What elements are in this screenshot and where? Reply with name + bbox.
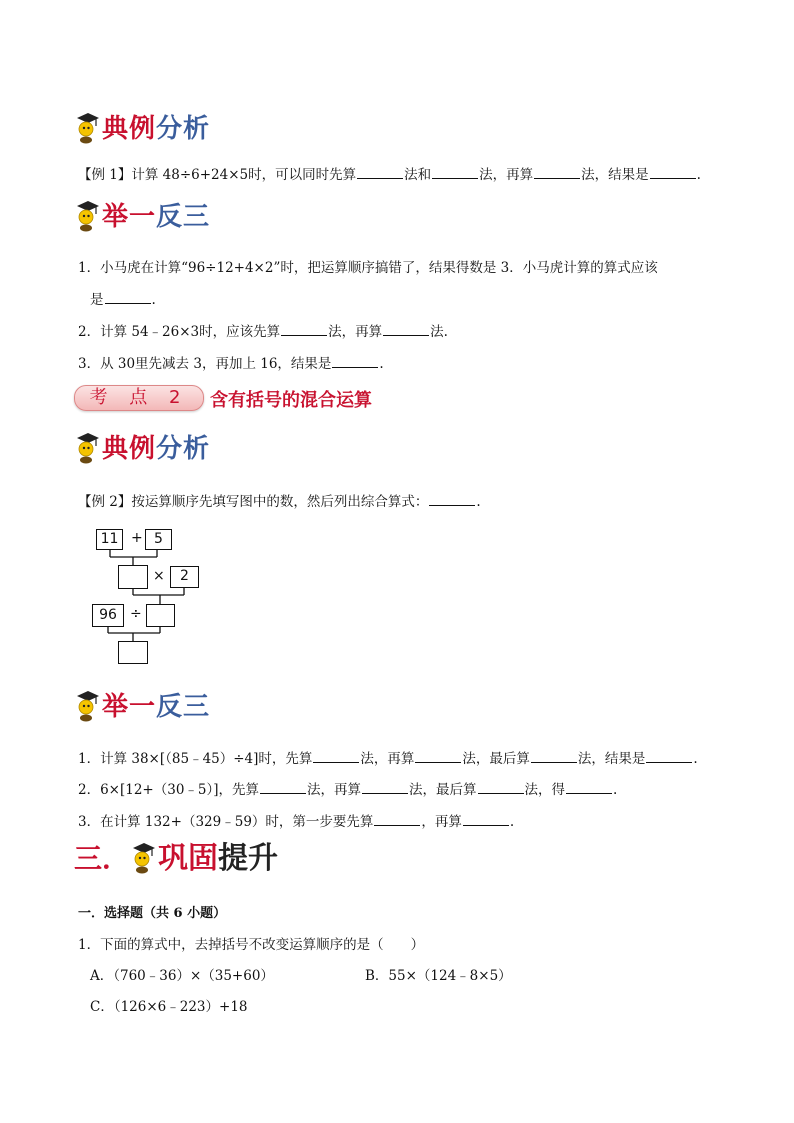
answer-blank[interactable] xyxy=(374,812,420,826)
section-title-part1: 典例 xyxy=(102,114,157,144)
option-c[interactable]: C．（126×6﹣223）+18 xyxy=(90,999,248,1015)
answer-blank[interactable] xyxy=(646,749,692,763)
diagram-operator: ÷ xyxy=(130,606,142,622)
diagram-empty-box[interactable] xyxy=(118,565,148,589)
question-1-line-1: 1．小马虎在计算“96÷12+4×2”时，把运算顺序搞错了，结果得数是 3．小马虎计算的算式应该 xyxy=(78,260,658,276)
diagram-result-box[interactable] xyxy=(118,641,148,664)
question-2: 2．计算 54﹣26×3时，应该先算 法，再算 法. xyxy=(78,324,448,340)
mc-question-stem: 1．下面的算式中，去掉括号不改变运算顺序的是（ ） xyxy=(78,937,425,953)
answer-blank[interactable] xyxy=(478,780,524,794)
question-1-line-2: 是 . xyxy=(90,292,156,308)
example-2: 【例 2】按运算顺序先填写图中的数，然后列出综合算式： . xyxy=(78,494,481,510)
answer-blank[interactable] xyxy=(362,780,408,794)
practice-question-1: 1．计算 38×[（85﹣45）÷4]时，先算 法，再算 法，最后算 法，结果是 . xyxy=(78,751,698,767)
section-number: 三． xyxy=(74,842,131,875)
answer-blank[interactable] xyxy=(566,780,612,794)
diagram-empty-box[interactable] xyxy=(146,604,175,627)
option-b[interactable]: B．55×（124﹣8×5） xyxy=(365,968,512,984)
part-heading: 一．选择题（共 6 小题） xyxy=(78,906,227,921)
topic-badge: 考 点 2 xyxy=(74,385,204,411)
diagram-number-box: 11 xyxy=(96,529,123,550)
section-header-practice: 举一反三 xyxy=(74,200,210,232)
answer-blank[interactable] xyxy=(415,749,461,763)
example-1: 【例 1】计算 48÷6+24×5时，可以同时先算 法和 法，再算 法，结果是 . xyxy=(78,167,701,183)
question-3: 3．从 30里先减去 3，再加上 16，结果是 . xyxy=(78,356,384,372)
practice-question-2: 2．6×[12+（30﹣5）]，先算 法，再算 法，最后算 法，得 . xyxy=(78,782,618,798)
diagram-operator: × xyxy=(153,568,165,584)
section-header-example-2: 典例分析 xyxy=(74,432,210,464)
diagram-operator: + xyxy=(131,530,143,546)
diagram-number-box: 96 xyxy=(92,604,124,627)
answer-blank[interactable] xyxy=(531,749,577,763)
answer-blank[interactable] xyxy=(463,812,509,826)
answer-blank[interactable] xyxy=(260,780,306,794)
section-header-consolidate: 三． 巩固提升 xyxy=(74,841,279,876)
section-header-practice-2: 举一反三 xyxy=(74,690,210,722)
topic-title: 含有括号的混合运算 xyxy=(210,390,372,411)
option-a[interactable]: A．（760﹣36）×（35+60） xyxy=(90,968,274,984)
practice-question-3: 3．在计算 132+（329﹣59）时，第一步要先算 ，再算 . xyxy=(78,814,515,830)
graduation-mascot-icon xyxy=(130,842,156,874)
section-title-part2: 分析 xyxy=(156,114,211,144)
diagram-number-box: 5 xyxy=(145,529,172,550)
graduation-mascot-icon xyxy=(74,690,100,722)
diagram-number-box: 2 xyxy=(170,566,199,588)
answer-blank[interactable] xyxy=(313,749,359,763)
